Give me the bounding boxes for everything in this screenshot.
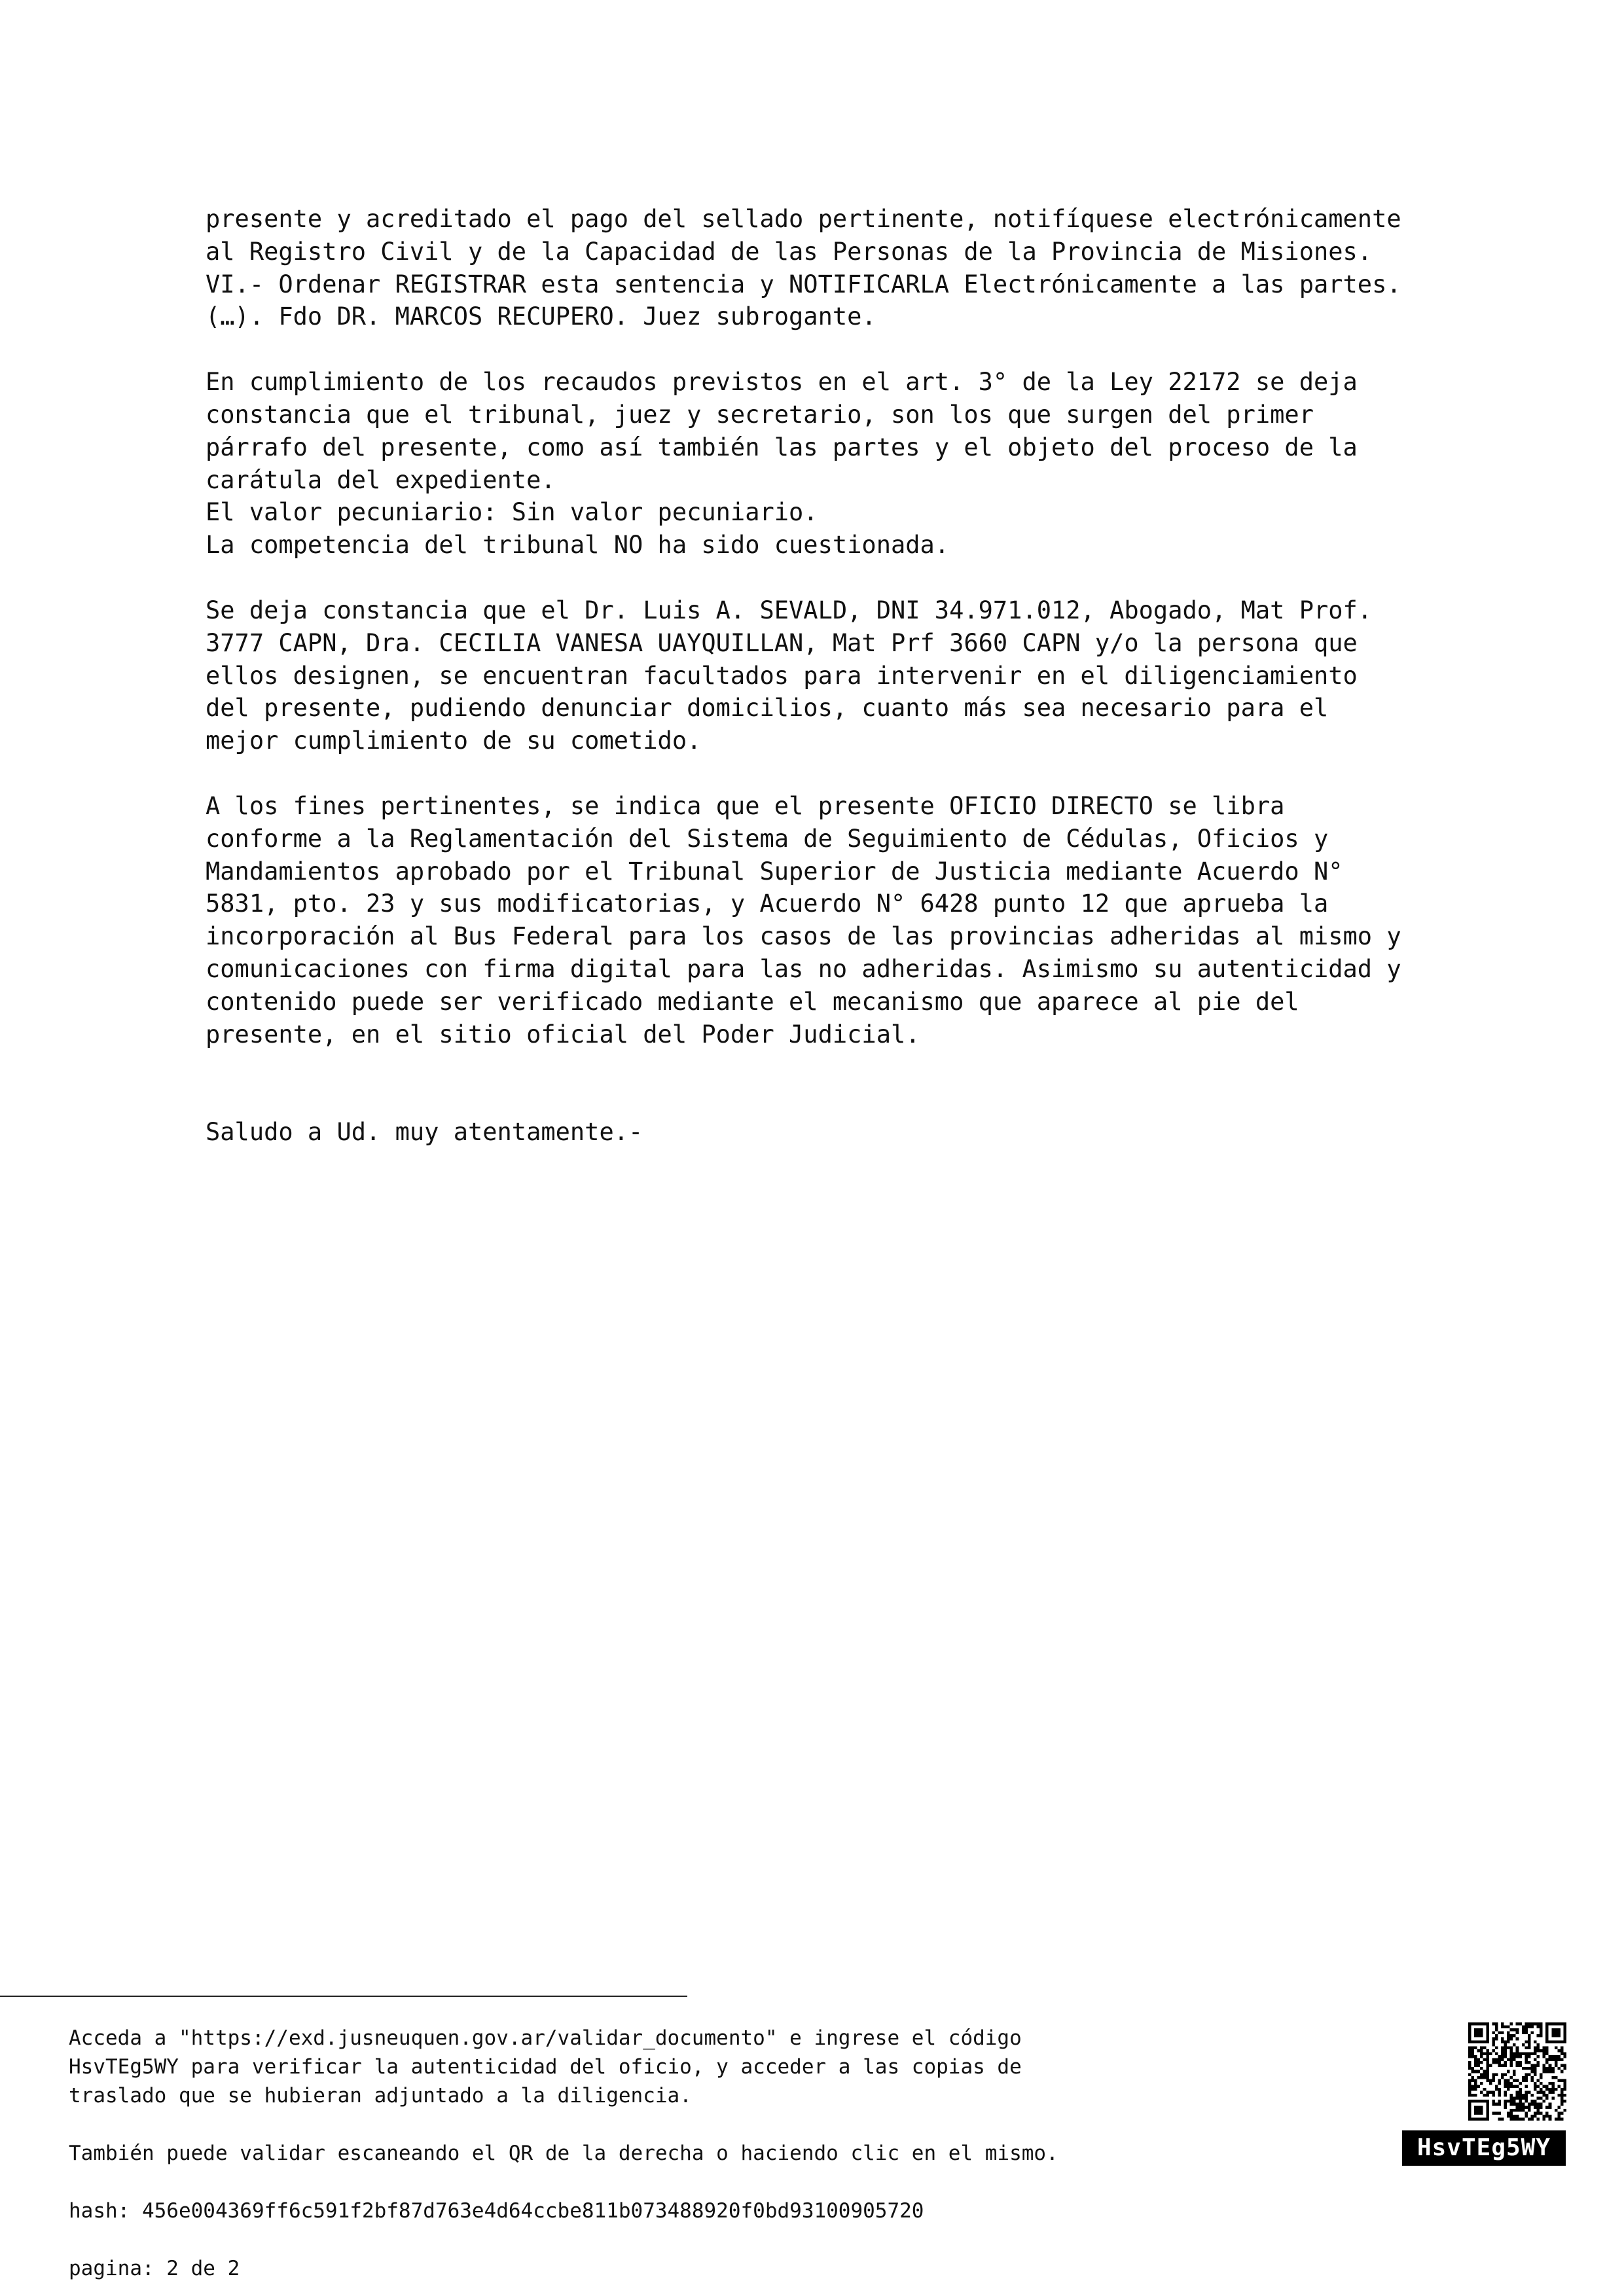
text-line: presente, en el sitio oficial del Poder Judicial.: [206, 1020, 920, 1049]
text-line: En cumplimiento de los recaudos previstos en el art. 3° de la Ley 22172 se deja: [206, 368, 1358, 397]
paragraph-authorized-lawyers: [206, 594, 1427, 757]
document-hash: hash: 456e004369ff6c591f2bf87d763e4d64ccbe811b073488920f0bd93100905720: [69, 2199, 924, 2223]
text-line: Se deja constancia que el Dr. Luis A. SEVALD, DNI 34.971.012, Abogado, Mat Prof.: [206, 596, 1373, 624]
text-line: presente y acreditado el pago del sellado pertinente, notifíquese electrónicamente: [206, 205, 1401, 233]
text-line: La competencia del tribunal NO ha sido cuestionada.: [206, 531, 950, 560]
qr-code-icon[interactable]: [1468, 2022, 1566, 2121]
validation-footer: [69, 2024, 1208, 2283]
text-line: Acceda a "https://exd.jusneuquen.gov.ar/validar_documento" e ingrese el código: [69, 2026, 1022, 2050]
validation-code-badge[interactable]: HsvTEg5WY: [1402, 2130, 1566, 2166]
text-line: mejor cumplimiento de su cometido.: [206, 726, 702, 755]
text-line: (…). Fdo DR. MARCOS RECUPERO. Juez subrogante.: [206, 302, 876, 331]
text-line: Mandamientos aprobado por el Tribunal Superior de Justicia mediante Acuerdo N°: [206, 857, 1343, 886]
text-line: constancia que el tribunal, juez y secretario, son los que surgen del primer: [206, 400, 1314, 429]
document-body: [206, 203, 1427, 1149]
text-line: VI.- Ordenar REGISTRAR esta sentencia y NOTIFICARLA Electrónicamente a las partes.: [206, 270, 1401, 298]
text-line: 5831, pto. 23 y sus modificatorias, y Acuerdo N° 6428 punto 12 que aprueba la: [206, 889, 1329, 918]
text-line: carátula del expediente.: [206, 465, 556, 494]
text-line: El valor pecuniario: Sin valor pecuniario.: [206, 498, 818, 527]
paragraph-compliance: [206, 366, 1427, 562]
page-number: pagina: 2 de 2: [69, 2257, 240, 2280]
paragraph-oficio-directo: [206, 790, 1427, 1050]
validation-instructions: [69, 2024, 1208, 2110]
footer-divider: [0, 1996, 687, 1997]
text-line: HsvTEg5WY para verificar la autenticidad del oficio, y acceder a las copias de: [69, 2055, 1022, 2079]
paragraph-notification: [206, 203, 1427, 333]
qr-instructions: También puede validar escaneando el QR de la derecha o haciendo clic en el mismo.: [69, 2142, 1058, 2165]
text-line: 3777 CAPN, Dra. CECILIA VANESA UAYQUILLAN, Mat Prf 3660 CAPN y/o la persona que: [206, 628, 1358, 657]
text-line: A los fines pertinentes, se indica que el presente OFICIO DIRECTO se libra: [206, 791, 1285, 820]
text-line: contenido puede ser verificado mediante el mecanismo que aparece al pie del: [206, 987, 1299, 1016]
text-line: al Registro Civil y de la Capacidad de las Personas de la Provincia de Misiones.: [206, 237, 1373, 266]
text-line: del presente, pudiendo denunciar domicilios, cuanto más sea necesario para el: [206, 694, 1329, 723]
text-line: incorporación al Bus Federal para los casos de las provincias adheridas al mismo y: [206, 922, 1401, 951]
text-line: párrafo del presente, como así también las partes y el objeto del proceso de la: [206, 433, 1358, 461]
text-line: conforme a la Reglamentación del Sistema de Seguimiento de Cédulas, Oficios y: [206, 824, 1329, 853]
closing-salutation: Saludo a Ud. muy atentamente.-: [206, 1118, 643, 1147]
text-line: ellos designen, se encuentran facultados para intervenir en el diligenciamiento: [206, 661, 1358, 690]
text-line: comunicaciones con firma digital para las no adheridas. Asimismo su autenticidad y: [206, 954, 1401, 983]
text-line: traslado que se hubieran adjuntado a la diligencia.: [69, 2084, 692, 2108]
